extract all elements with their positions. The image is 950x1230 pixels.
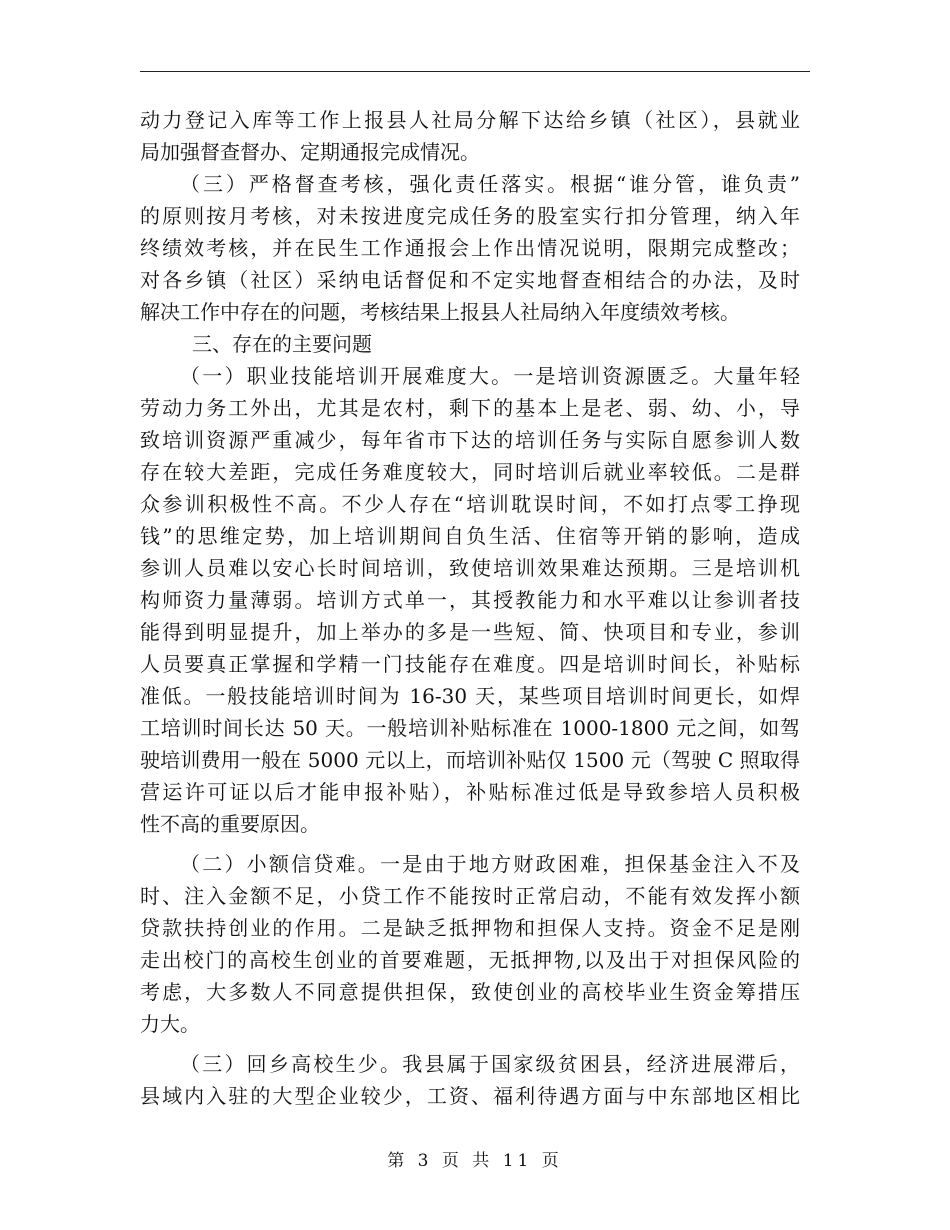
text-line: 构师资力量薄弱。培训方式单一，其授教能力和水平难以让参训者技 bbox=[140, 588, 800, 612]
text-line: 局加强督查督办、定期通报完成情况。 bbox=[140, 140, 480, 164]
text-line: 终绩效考核，并在民生工作通报会上作出情况说明，限期完成整改； bbox=[140, 236, 800, 260]
text-line: 解决工作中存在的问题，考核结果上报县人社局纳入年度绩效考核。 bbox=[140, 300, 740, 324]
text-line: （三）严格督查考核，强化责任落实。根据“谁分管，谁负责” bbox=[180, 172, 800, 196]
text-line: 营运许可证以后才能申报补贴），补贴标准过低是导致参培人员积极 bbox=[140, 780, 800, 804]
text-line: 钱”的思维定势，加上培训期间自负生活、住宿等开销的影响，造成 bbox=[140, 524, 800, 548]
text-line: 准低。一般技能培训时间为 16-30 天，某些项目培训时间更长，如焊 bbox=[140, 684, 800, 708]
section-heading: 三、存在的主要问题 bbox=[192, 332, 372, 356]
text-line: 驶培训费用一般在 5000 元以上，而培训补贴仅 1500 元（驾驶 C 照取得 bbox=[140, 748, 800, 772]
text-line: 性不高的重要原因。 bbox=[140, 812, 320, 836]
text-line: 贷款扶持创业的作用。二是缺乏抵押物和担保人支持。资金不足是刚 bbox=[140, 916, 800, 940]
text-line: 考虑，大多数人不同意提供担保，致使创业的高校毕业生资金筹措压 bbox=[140, 980, 800, 1004]
text-line: 对各乡镇（社区）采纳电话督促和不定实地督查相结合的办法，及时 bbox=[140, 268, 800, 292]
text-line: 人员要真正掌握和学精一门技能存在难度。四是培训时间长，补贴标 bbox=[140, 652, 800, 676]
text-line: 致培训资源严重减少，每年省市下达的培训任务与实际自愿参训人数 bbox=[140, 428, 800, 452]
document-body bbox=[140, 104, 800, 1112]
text-line: 走出校门的高校生创业的首要难题，无抵押物,以及出于对担保风险的 bbox=[140, 948, 800, 972]
text-line: 工培训时间长达 50 天。一般培训补贴标准在 1000-1800 元之间，如驾 bbox=[140, 716, 800, 740]
text-line: 能得到明显提升，加上举办的多是一些短、简、快项目和专业，参训 bbox=[140, 620, 800, 644]
text-line: 劳动力务工外出，尤其是农村，剩下的基本上是老、弱、幼、小，导 bbox=[140, 396, 800, 420]
header-rule bbox=[140, 71, 810, 72]
text-line: （二）小额信贷难。一是由于地方财政困难，担保基金注入不及 bbox=[180, 852, 800, 876]
text-line: 县域内入驻的大型企业较少，工资、福利待遇方面与中东部地区相比 bbox=[140, 1084, 800, 1108]
text-line: （三）回乡高校生少。我县属于国家级贫困县，经济进展滞后， bbox=[180, 1052, 800, 1076]
page-number-footer: 第 3 页 共 11 页 bbox=[387, 1151, 563, 1171]
text-line: 众参训积极性不高。不少人存在“培训耽误时间，不如打点零工挣现 bbox=[140, 492, 800, 516]
text-line: 的原则按月考核，对未按进度完成任务的股室实行扣分管理，纳入年 bbox=[140, 204, 800, 228]
text-line: 力大。 bbox=[140, 1012, 200, 1036]
text-line: 时、注入金额不足，小贷工作不能按时正常启动，不能有效发挥小额 bbox=[140, 884, 800, 908]
text-line: 参训人员难以安心长时间培训，致使培训效果难达预期。三是培训机 bbox=[140, 556, 800, 580]
text-line: （一）职业技能培训开展难度大。一是培训资源匮乏。大量年轻 bbox=[180, 364, 800, 388]
text-line: 动力登记入库等工作上报县人社局分解下达给乡镇（社区），县就业 bbox=[140, 108, 800, 132]
text-line: 存在较大差距，完成任务难度较大，同时培训后就业率较低。二是群 bbox=[140, 460, 800, 484]
